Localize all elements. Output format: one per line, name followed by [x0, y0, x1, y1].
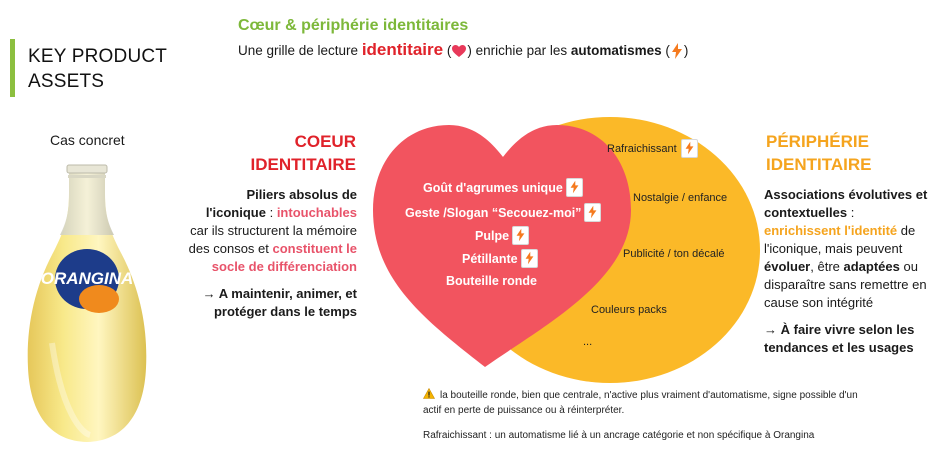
outer-item-label: Rafraichissant — [607, 142, 677, 155]
coeur-p1-colon: : — [265, 205, 277, 220]
heart-item-label: Pétillante — [462, 251, 518, 266]
peripherie-title-line1: PÉRIPHÉRIE — [766, 132, 869, 151]
peripherie-title — [766, 130, 871, 176]
peripherie-p1-bold: Associations évolutives et contextuelles — [764, 187, 928, 220]
subtitle-highlight: identitaire — [361, 40, 444, 59]
subtitle-bold: automatismes — [570, 43, 662, 58]
heart-item-bouteille — [446, 274, 537, 288]
peripherie-p1-text-3: ou disparaître sans remettre en cause son intégrité — [764, 259, 927, 310]
peripherie-p1-colon: : — [847, 205, 855, 220]
slide-title-line2: ASSETS — [28, 71, 105, 92]
slide-title — [28, 44, 167, 94]
lightning-bolt-icon — [521, 249, 538, 268]
case-label: Cas concret — [50, 132, 125, 148]
lightning-bolt-icon — [566, 178, 583, 197]
peripherie-title-line2: IDENTITAIRE — [766, 155, 872, 174]
title-accent-bar — [10, 39, 15, 97]
warning-note — [423, 388, 873, 418]
outer-item-label: Nostalgie / enfance — [633, 192, 728, 204]
outer-item-label: Publicité / ton décalé — [623, 248, 725, 260]
heart-item-label: Geste /Slogan “Secouez-moi” — [405, 205, 582, 220]
lightning-bolt-icon — [670, 43, 684, 59]
subtitle-text-2: ) enrichie par les — [467, 43, 571, 58]
warning-icon — [423, 388, 435, 399]
coeur-description — [185, 186, 357, 321]
heart-item-petillante — [462, 249, 538, 268]
coeur-p1-highlight-2: constituent le socle de différenciation — [211, 241, 357, 274]
subtitle-paren: ( — [443, 43, 452, 58]
heart-item-pulpe — [475, 226, 529, 245]
coeur-p1-highlight: intouchables — [276, 205, 357, 220]
heart-item-label: Pulpe — [475, 228, 510, 243]
heart-item-label: Bouteille ronde — [446, 274, 537, 288]
coeur-title — [236, 130, 356, 176]
coeur-p1-text: car ils structurent la mémoire des consos et — [188, 223, 357, 256]
lightning-bolt-icon — [681, 139, 698, 158]
peripherie-p1-bold-2: évoluer — [764, 259, 811, 274]
lightning-bolt-icon — [512, 226, 529, 245]
peripherie-p1-bold-3: adaptées — [843, 259, 900, 274]
identity-diagram — [365, 115, 765, 390]
peripherie-p1-highlight: enrichissent l'identité — [764, 223, 898, 238]
peripherie-p1-text: de l'iconique, mais peuvent — [764, 223, 916, 256]
subtitle-paren-2: ( — [661, 43, 670, 58]
section-subtitle — [238, 40, 688, 60]
peripherie-description — [764, 186, 934, 357]
outer-item-label: Couleurs packs — [591, 304, 667, 316]
outer-item-publicite — [623, 248, 725, 260]
outer-item-more — [583, 336, 592, 348]
peripherie-paragraph-1 — [764, 186, 934, 312]
heart-item-geste — [405, 203, 601, 222]
coeur-title-line2: IDENTITAIRE — [250, 155, 356, 174]
peripherie-paragraph-2: → À faire vivre selon les tendances et les usages — [764, 322, 915, 355]
heart-item-label: Goût d'agrumes unique — [423, 180, 563, 195]
section-header: Cœur & périphérie identitaires — [238, 17, 469, 34]
lightning-bolt-icon — [584, 203, 601, 222]
outer-item-nostalgie — [633, 192, 727, 204]
outer-item-label: ... — [583, 336, 593, 348]
definition-note: Rafraichissant : un automatisme lié à un ancrage catégorie et non spécifique à Orangina — [423, 430, 815, 441]
outer-item-couleurs — [591, 304, 667, 316]
coeur-title-line1: COEUR — [294, 132, 356, 151]
subtitle-paren-3: ) — [683, 43, 689, 58]
outer-item-rafraichissant — [607, 139, 698, 158]
coeur-paragraph-2: → A maintenir, animer, et protéger dans le temps — [202, 286, 357, 319]
warning-note-text: la bouteille ronde, bien que centrale, n'active plus vraiment d'automatisme, signe possible d'un actif en perte de puissance ou à réinterpréter. — [423, 390, 858, 416]
coeur-paragraph-1 — [185, 186, 357, 276]
subtitle-text: Une grille de lecture — [238, 43, 362, 58]
coeur-p1-bold: Piliers absolus de l'iconique — [205, 187, 357, 220]
bottle-brand-text: ORANGINA — [40, 269, 134, 288]
heart-item-gout — [423, 178, 583, 197]
heart-icon — [451, 44, 467, 58]
slide-title-line1: KEY PRODUCT — [28, 46, 168, 67]
orangina-bottle-image — [22, 163, 152, 445]
peripherie-p1-text-2: , être — [810, 259, 844, 274]
